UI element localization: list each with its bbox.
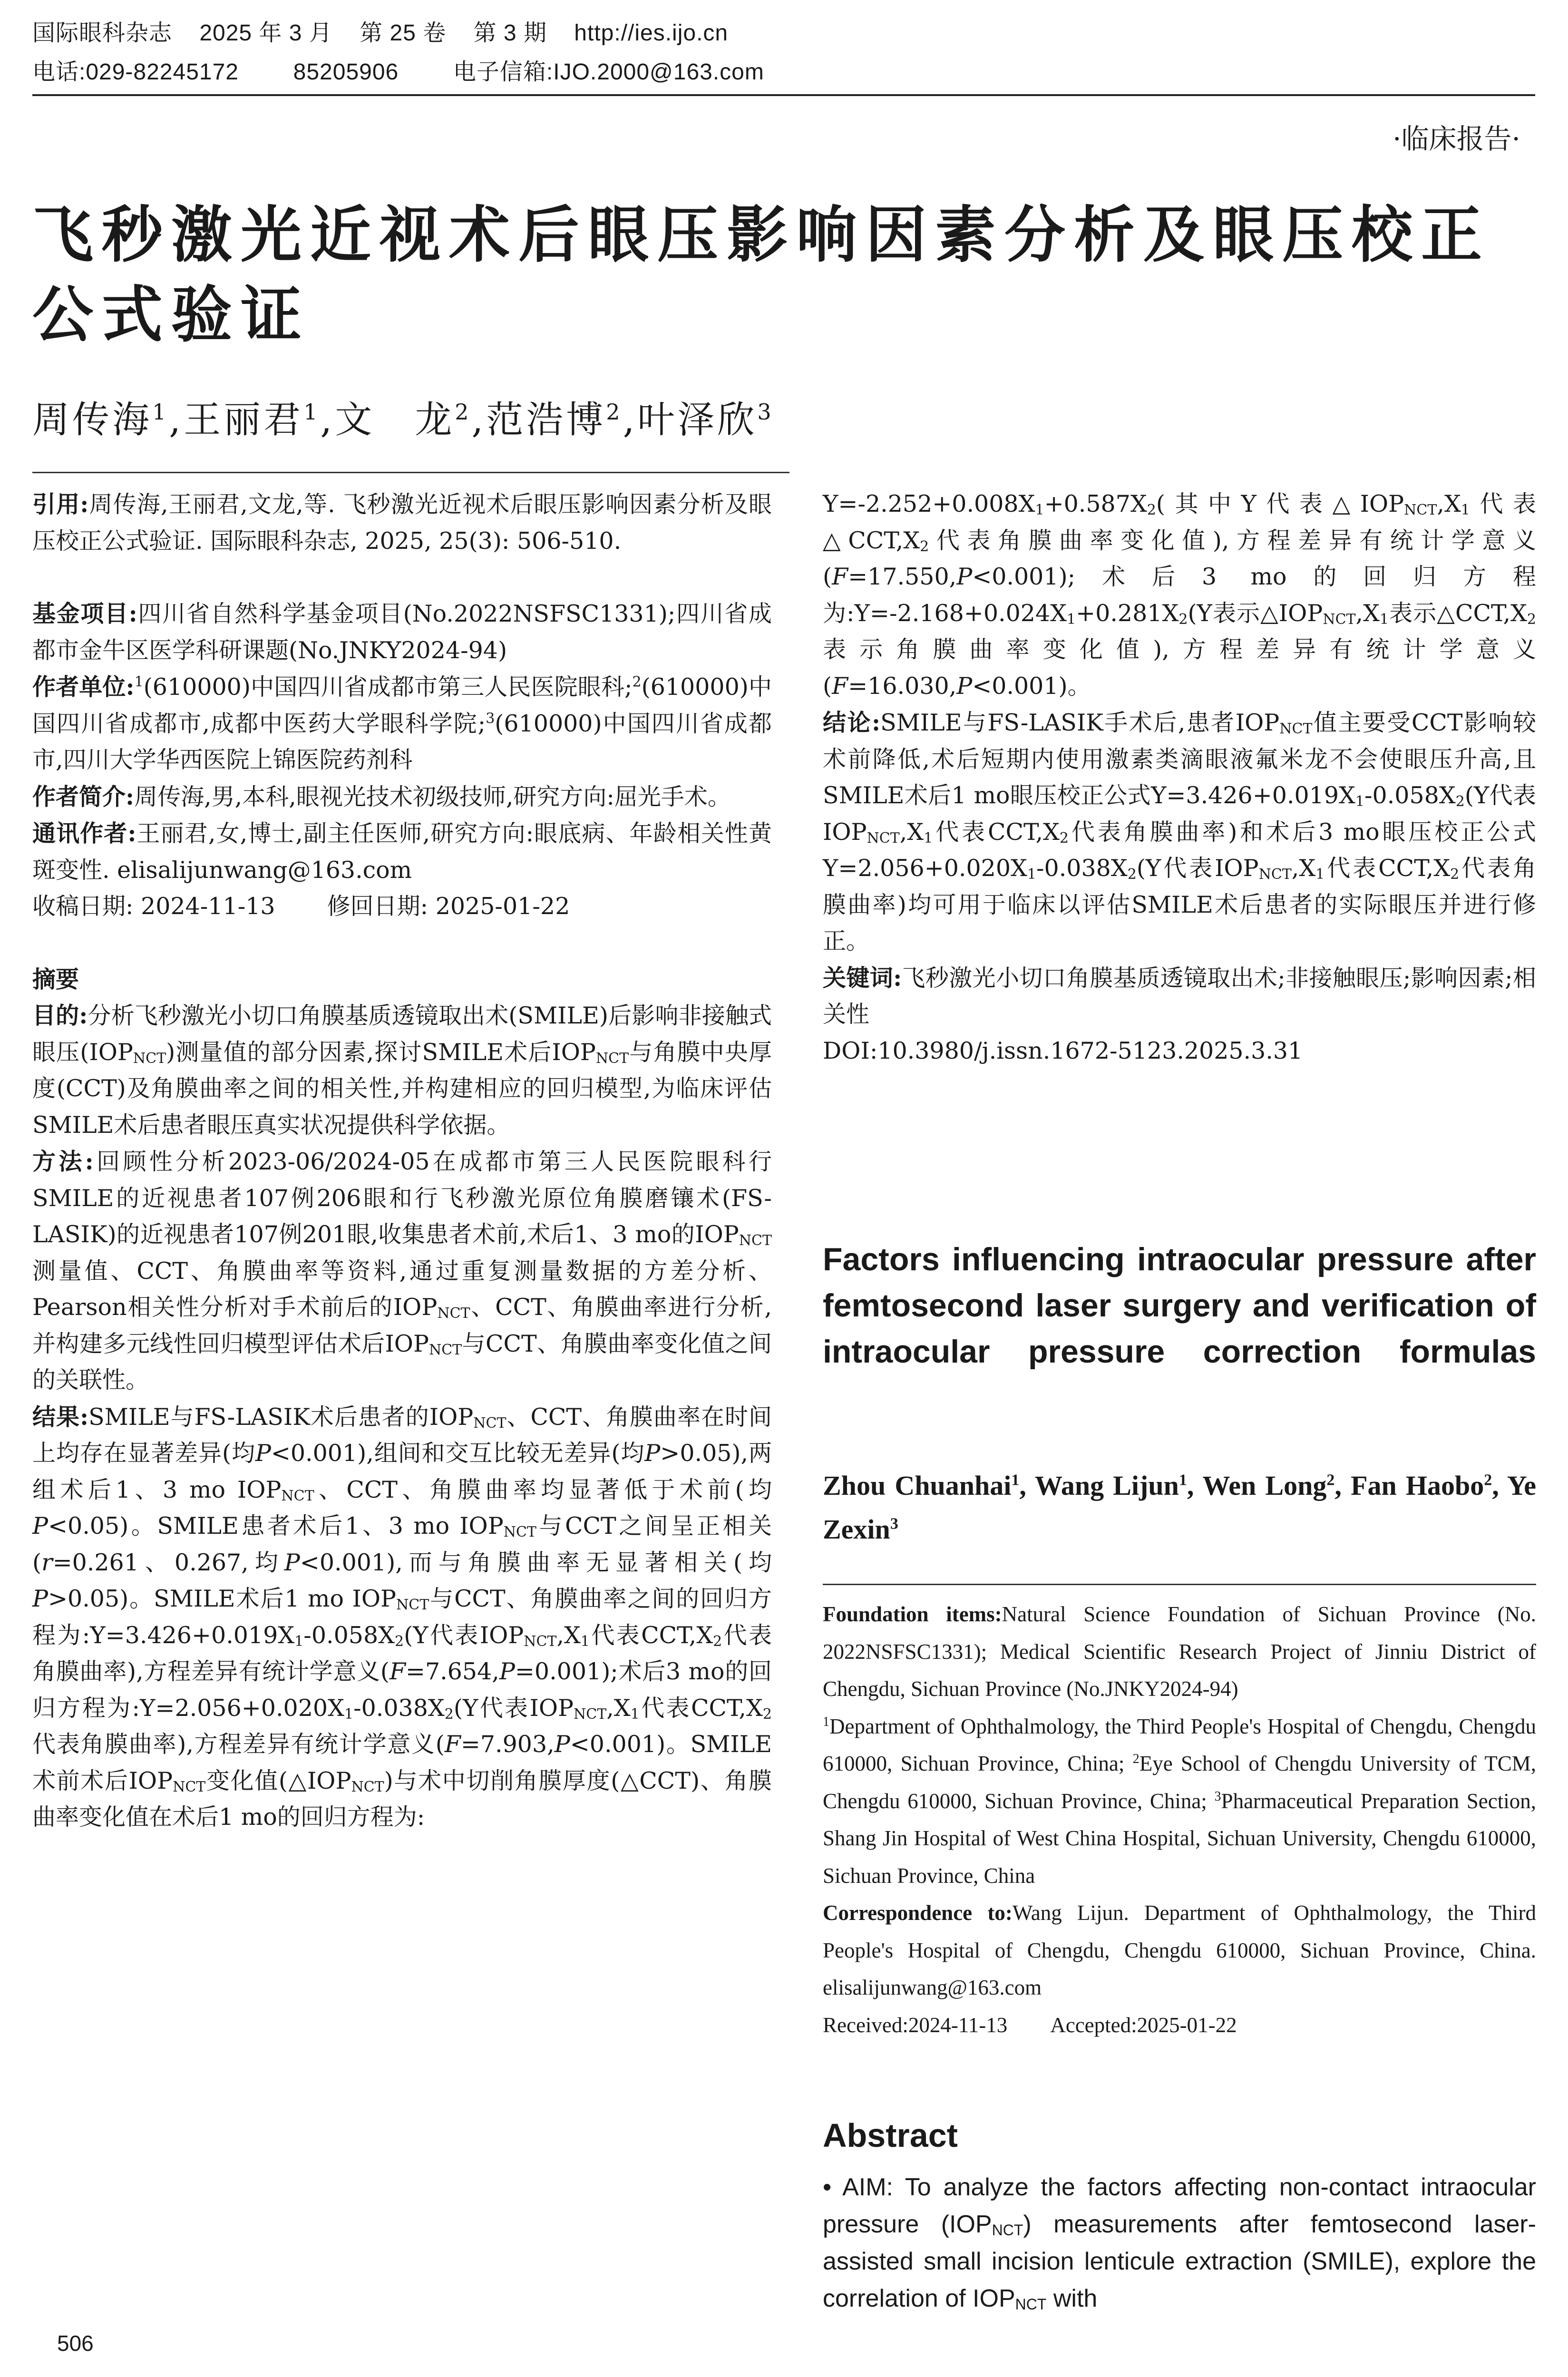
- sub: 2: [1527, 611, 1537, 628]
- sub: NCT: [1279, 721, 1313, 737]
- text: ,X: [1355, 599, 1380, 627]
- italic: P: [284, 1549, 300, 1576]
- text: =7.903,: [460, 1731, 555, 1758]
- sub: 2: [713, 1633, 722, 1650]
- text: Y=-2.252+0.008X: [823, 490, 1035, 517]
- en-divider: [823, 1584, 1536, 1585]
- author-aff: 2: [1326, 1471, 1335, 1489]
- bio-text: 周传海,男,本科,眼视光技术初级技师,研究方向:屈光手术。: [134, 783, 731, 810]
- text: 测量值、CCT、角膜曲率等资料,通过重复测量数据的方差分析、Pearson相关性分析对手术前后的IOP: [32, 1257, 772, 1321]
- method-label: 方法:: [32, 1148, 94, 1175]
- text: <0.001)。SMILE术前术后IOP: [32, 1731, 772, 1794]
- citation-text: 周传海,王丽君,文龙,等. 飞秒激光近视术后眼压影响因素分析及眼压校正公式验证. 国际眼科杂志, 2025, 25(3): 506-510.: [32, 491, 772, 555]
- text: =7.654,: [405, 1658, 499, 1685]
- text: 代表CCT,X: [933, 818, 1060, 846]
- sub: 2: [1059, 829, 1069, 847]
- sub: 1: [1035, 502, 1044, 518]
- corr-label: Correspondence to:: [823, 1901, 1013, 1925]
- sub: 2: [1455, 793, 1465, 810]
- bio-label: 作者简介:: [32, 782, 135, 810]
- aff-text: (610000)中国四川省成都市,成都中医药大学眼科学院;: [32, 673, 772, 737]
- bio: [32, 779, 772, 816]
- text: 代表CCT,X: [590, 1621, 713, 1649]
- sub: 1: [1067, 611, 1076, 628]
- foundation-text: Natural Science Foundation of Sichuan Province (No. 2022NSFSC1331); Medical Scientific Research Project of Jinniu District of Chengdu, Sichuan Province (No.JNKY2024-94): [823, 1602, 1537, 1701]
- sub: 2: [1178, 611, 1188, 628]
- text: (Y代表IOP: [1136, 855, 1259, 882]
- aff-mark: 1: [134, 673, 144, 691]
- italic: r: [41, 1549, 53, 1576]
- sub: 2: [762, 1705, 772, 1723]
- abstract-aim: [823, 2169, 1536, 2317]
- sub: 1: [1461, 502, 1470, 518]
- affiliations: [32, 669, 772, 779]
- text: (Y代表IOP: [823, 782, 1536, 846]
- keywords-text: 飞秒激光小切口角膜基质透镜取出术;非接触眼压;影响因素;相关性: [823, 964, 1536, 1028]
- author-name: Wen Long: [1202, 1470, 1327, 1501]
- text: (Y代表IOP: [453, 1694, 574, 1722]
- text: 代表角膜曲率),方程差异有统计学意义(: [32, 1731, 445, 1758]
- text: <0.001);术后3 mo的回归方程为:Y=-2.168+0.024X: [823, 563, 1536, 627]
- sub: 2: [1127, 866, 1137, 883]
- dates: [32, 888, 772, 925]
- text: <0.001),组间和交互比较无差异(均: [271, 1440, 645, 1467]
- author-aff: 3: [890, 1515, 898, 1533]
- doi: DOI:10.3980/j.issn.1672-5123.2025.3.31: [823, 1037, 1303, 1064]
- text: >0.05)。SMILE术后1 mo IOP: [48, 1585, 396, 1612]
- text: )测量值的部分因素,探讨SMILE术后IOP: [166, 1038, 596, 1066]
- sub: NCT: [739, 1232, 772, 1249]
- received-date: 收稿日期: 2024-11-13: [32, 893, 275, 920]
- italic: P: [499, 1658, 515, 1685]
- sub: 1: [294, 1633, 304, 1650]
- text: +0.281X: [1076, 599, 1179, 627]
- abstract-heading-en: Abstract: [823, 2117, 958, 2154]
- italic: P: [644, 1440, 661, 1467]
- text: 分析飞秒激光小切口角膜基质透镜取出术(SMILE)后影响非接触式眼压(IOP: [32, 1002, 772, 1066]
- author-name: Zhou Chuanhai: [823, 1470, 1012, 1501]
- fund-label: 基金项目:: [32, 600, 137, 627]
- sub: NCT: [429, 1341, 462, 1358]
- citation-label: 引用:: [32, 490, 89, 518]
- sub: NCT: [524, 1633, 557, 1650]
- author-name: Wang Lijun: [1035, 1470, 1179, 1501]
- text: =0.001);术后3 mo的回归方程为:Y=2.056+0.020X: [32, 1658, 772, 1722]
- text: • AIM: To analyze the factors affecting non-contact intraocular pressure (IOP: [823, 2173, 1536, 2238]
- correspondence-en: [823, 1894, 1536, 2007]
- author-aff: 1: [1178, 1471, 1187, 1489]
- italic: P: [32, 1512, 48, 1539]
- author-name: 叶泽欣: [637, 399, 758, 441]
- text: 、CCT、角膜曲率在时间上均存在显著差异(均: [32, 1403, 772, 1467]
- corr-label: 通讯作者:: [32, 819, 136, 847]
- sub: NCT: [503, 1524, 536, 1540]
- spacer: [32, 559, 772, 595]
- author-name: Ye Zexin: [823, 1470, 1537, 1545]
- text: 表示角膜曲率变化值),方程差异有统计学意义(: [823, 636, 1536, 700]
- aff-mark: 2: [632, 673, 642, 691]
- text: 回顾性分析2023-06/2024-05在成都市第三人民医院眼科行SMILE的近视患者107例206眼和行飞秒激光原位角膜磨镶术(FS-LASIK)的近视患者107例201眼,收集患者术前,术后1、3 mo的IOP: [32, 1148, 772, 1248]
- author-name: 文 龙: [335, 399, 455, 441]
- text: SMILE与FS-LASIK术后患者的IOP: [88, 1403, 474, 1431]
- italic: P: [956, 672, 973, 700]
- aff-mark: 1: [823, 1714, 829, 1729]
- citation: [32, 486, 772, 559]
- text: 代表角膜曲率变化值),方程差异有统计学意义(: [823, 526, 1537, 590]
- sub: NCT: [1258, 866, 1292, 883]
- journal-header-line2: 电话:029-82245172 85205906 电子信箱:IJO.2000@163.com: [32, 59, 764, 85]
- sub: NCT: [281, 1487, 314, 1504]
- right-column: [823, 486, 1536, 1069]
- author-name: 王丽君: [184, 399, 304, 441]
- aff-label: 作者单位:: [32, 673, 135, 701]
- sub: 1: [580, 1633, 590, 1650]
- dates-en: [823, 2007, 1536, 2044]
- italic: P: [32, 1585, 48, 1612]
- sub: NCT: [595, 1050, 629, 1067]
- received-date: Received:2024-11-13: [823, 2013, 1008, 2037]
- method: [32, 1143, 772, 1399]
- sub: 1: [630, 1705, 640, 1723]
- aff-text: Eye School of Chengdu University of TCM, Chengdu 610000, Sichuan Province, China;: [823, 1752, 1536, 1813]
- conclusion-label: 结论:: [823, 709, 881, 736]
- aff-mark: 2: [1132, 1752, 1139, 1766]
- sub: NCT: [351, 1778, 384, 1795]
- author-aff: 1: [152, 399, 169, 425]
- text: -0.058X: [1364, 782, 1456, 809]
- spacer: [32, 925, 772, 961]
- author-aff: 3: [757, 399, 774, 425]
- sub: 1: [1027, 866, 1036, 883]
- text: 代表角膜曲率),方程差异有统计学意义(: [32, 1621, 772, 1685]
- text: ,X: [1437, 490, 1461, 517]
- english-info-block: [823, 1596, 1536, 2044]
- keywords-label: 关键词:: [823, 964, 902, 992]
- text: ,X: [556, 1621, 581, 1649]
- sub: 1: [1315, 866, 1325, 883]
- text: <0.05)。SMILE患者术后1、3 mo IOP: [48, 1512, 504, 1539]
- italic: F: [832, 672, 848, 700]
- italic: F: [832, 563, 848, 590]
- text: 代表角膜曲率)和术后3 mo眼压校正公式Y=2.056+0.020X: [823, 818, 1536, 882]
- sub: 1: [924, 829, 933, 847]
- text: 、CCT、角膜曲率均显著低于术前(均: [314, 1476, 772, 1503]
- text: ,X: [606, 1694, 631, 1722]
- author-name: 周传海: [32, 399, 153, 441]
- corr-text: 王丽君,女,博士,副主任医师,研究方向:眼底病、年龄相关性黄斑变性. elisalijunwang@163.com: [32, 820, 772, 884]
- journal-header-line1: 国际眼科杂志 2025 年 3 月 第 25 卷 第 3 期 http://ies.ijo.cn: [32, 20, 729, 46]
- sub: NCT: [133, 1050, 166, 1067]
- author-aff: 2: [606, 399, 623, 425]
- authors-zh: 周传海$^1$,王丽君$^1$,文 龙$^2$,范浩博$^2$,叶泽欣$^3$: [32, 399, 774, 441]
- author-aff: 1: [1011, 1471, 1020, 1489]
- italic: F: [444, 1731, 461, 1758]
- text: 值主要受CCT影响较术前降低,术后短期内使用激素类滴眼液氟米龙不会使眼压升高,且SMILE术后1 mo眼压校正公式Y=3.426+0.019X: [823, 709, 1536, 809]
- text: <0.001)。: [972, 672, 1091, 700]
- text: 变化值(△IOP: [205, 1767, 351, 1794]
- aff-mark: 3: [1214, 1789, 1221, 1804]
- purpose-label: 目的:: [32, 1002, 88, 1029]
- author-name: 范浩博: [486, 399, 606, 441]
- sub: NCT: [437, 1305, 470, 1322]
- keywords: [823, 960, 1536, 1033]
- affiliations-en: [823, 1708, 1536, 1895]
- italic: P: [255, 1440, 271, 1467]
- sub: NCT: [173, 1778, 206, 1795]
- sub: 2: [1450, 866, 1460, 883]
- corr-text: Wang Lijun. Department of Ophthalmology, the Third People's Hospital of Chengdu, Chengdu 610000, Sichuan Province, China. elisalijunwang@163.com: [823, 1901, 1536, 1999]
- text: 表示△CCT,X: [1389, 599, 1527, 627]
- sub: 2: [920, 538, 929, 555]
- text: 代表△CCT,X: [823, 490, 1536, 554]
- text: -0.038X: [353, 1694, 445, 1722]
- text: 与CCT之间呈正相关(: [32, 1512, 772, 1576]
- sub: NCT: [1323, 611, 1356, 628]
- accepted-date: Accepted:2025-01-22: [1050, 2013, 1237, 2037]
- author-aff: 1: [303, 399, 321, 425]
- text: =0.261、0.267,均: [52, 1549, 284, 1576]
- foundation-en: [823, 1596, 1536, 1708]
- article-title-en: Factors influencing intraocular pressure after femtosecond laser surgery and verification of intraocular pressure correction formulas: [823, 1241, 1536, 1370]
- text: (其中Y代表△IOP: [1156, 490, 1404, 517]
- text: (Y表示△IOP: [1188, 599, 1323, 627]
- sub: 1: [344, 1705, 354, 1723]
- sub: NCT: [473, 1414, 506, 1432]
- conclusion: [823, 704, 1536, 960]
- text: -0.058X: [303, 1621, 395, 1649]
- author-aff: 2: [1484, 1471, 1492, 1489]
- author-name: Fan Haobo: [1351, 1470, 1484, 1501]
- text: 代表CCT,X: [1325, 855, 1451, 882]
- italic: P: [956, 563, 973, 590]
- aff-text: (610000)中国四川省成都市,四川大学华西医院上锦医院药剂科: [32, 710, 772, 773]
- text: -0.038X: [1036, 855, 1128, 882]
- text: SMILE与FS-LASIK手术后,患者IOP: [880, 709, 1280, 736]
- text: (Y代表IOP: [404, 1621, 524, 1649]
- sub: NCT: [396, 1597, 429, 1613]
- purpose: [32, 997, 772, 1143]
- text: 与CCT、角膜曲率之间的回归方程为:Y=3.426+0.019X: [32, 1585, 772, 1649]
- sub: NCT: [574, 1705, 607, 1723]
- sub: 2: [1147, 502, 1156, 518]
- abstract-heading-zh: 摘要: [32, 965, 79, 993]
- sub: NCT: [1015, 2296, 1047, 2313]
- sub: NCT: [1404, 502, 1437, 518]
- aff-text: Pharmaceutical Preparation Section, Shang Jin Hospital of West China Hospital, Sichuan University, Chengdu 610000, Sichuan Province, China: [823, 1789, 1537, 1888]
- text: =17.550,: [848, 563, 957, 590]
- italic: F: [389, 1658, 406, 1685]
- revised-date: 修回日期: 2025-01-22: [327, 893, 570, 920]
- text: 、CCT、角膜曲率进行分析,并构建多元线性回归模型评估术后IOP: [32, 1294, 772, 1357]
- section-label: ·临床报告·: [1393, 123, 1520, 155]
- text: 代表CCT,X: [639, 1694, 763, 1722]
- authors-divider: [32, 472, 789, 473]
- sub: 2: [444, 1705, 454, 1723]
- aff-mark: 3: [486, 710, 495, 727]
- text: 代表角膜曲率)均可用于临床以评估SMILE术后患者的实际眼压并进行修正。: [823, 855, 1536, 955]
- foundation-label: Foundation items:: [823, 1602, 1002, 1626]
- article-title-zh: 飞秒激光近视术后眼压影响因素分析及眼压校正公式验证: [32, 199, 1491, 351]
- header-divider: [32, 94, 1535, 96]
- sub: 1: [1355, 793, 1364, 810]
- authors-en: Zhou Chuanhai$^1$, Wang Lijun$^1$, Wen Long$^2$, Fan Haobo$^2$, Ye Zexin$^3$: [823, 1470, 1537, 1545]
- correspondence: [32, 815, 772, 888]
- left-column: [32, 486, 772, 1836]
- result-label: 结果:: [32, 1403, 89, 1431]
- text: =16.030,: [848, 672, 957, 700]
- italic: P: [554, 1731, 570, 1758]
- text: 与CCT、角膜曲率变化值之间的关联性。: [32, 1330, 772, 1393]
- text: +0.587X: [1044, 490, 1147, 517]
- sub: NCT: [992, 2221, 1023, 2239]
- text: ) measurements after femtosecond laser-assisted small incision lenticule extraction (SMILE), explore the correlation of IOP: [823, 2211, 1537, 2312]
- aff-text: Department of Ophthalmology, the Third People's Hospital of Chengdu, Chengdu 610000, Sichuan Province, China;: [823, 1714, 1536, 1775]
- text: >0.05),两组术后1、3 mo IOP: [32, 1440, 772, 1503]
- result: [32, 1399, 772, 1836]
- page-number: 506: [57, 2331, 94, 2356]
- result-continued: [823, 486, 1536, 704]
- fund: [32, 595, 772, 669]
- text: <0.001),而与角膜曲率无显著相关(均: [300, 1549, 772, 1576]
- text: ,X: [899, 818, 924, 846]
- fund-text: 四川省自然科学基金项目(No.2022NSFSC1331);四川省成都市金牛区医学科研课题(No.JNKY2024-94): [32, 600, 772, 664]
- author-aff: 2: [455, 399, 472, 425]
- text: with: [1046, 2285, 1098, 2312]
- aff-text: (610000)中国四川省成都市第三人民医院眼科;: [143, 673, 633, 701]
- text: 与角膜中央厚度(CCT)及角膜曲率之间的相关性,并构建相应的回归模型,为临床评估SMILE术后患者眼压真实状况提供科学依据。: [32, 1038, 772, 1139]
- sub: NCT: [867, 829, 900, 847]
- sub: 2: [395, 1633, 404, 1650]
- text: )与术中切削角膜厚度(△CCT)、角膜曲率变化值在术后1 mo的回归方程为:: [32, 1767, 772, 1831]
- text: ,X: [1291, 855, 1316, 882]
- sub: 1: [1380, 611, 1389, 628]
